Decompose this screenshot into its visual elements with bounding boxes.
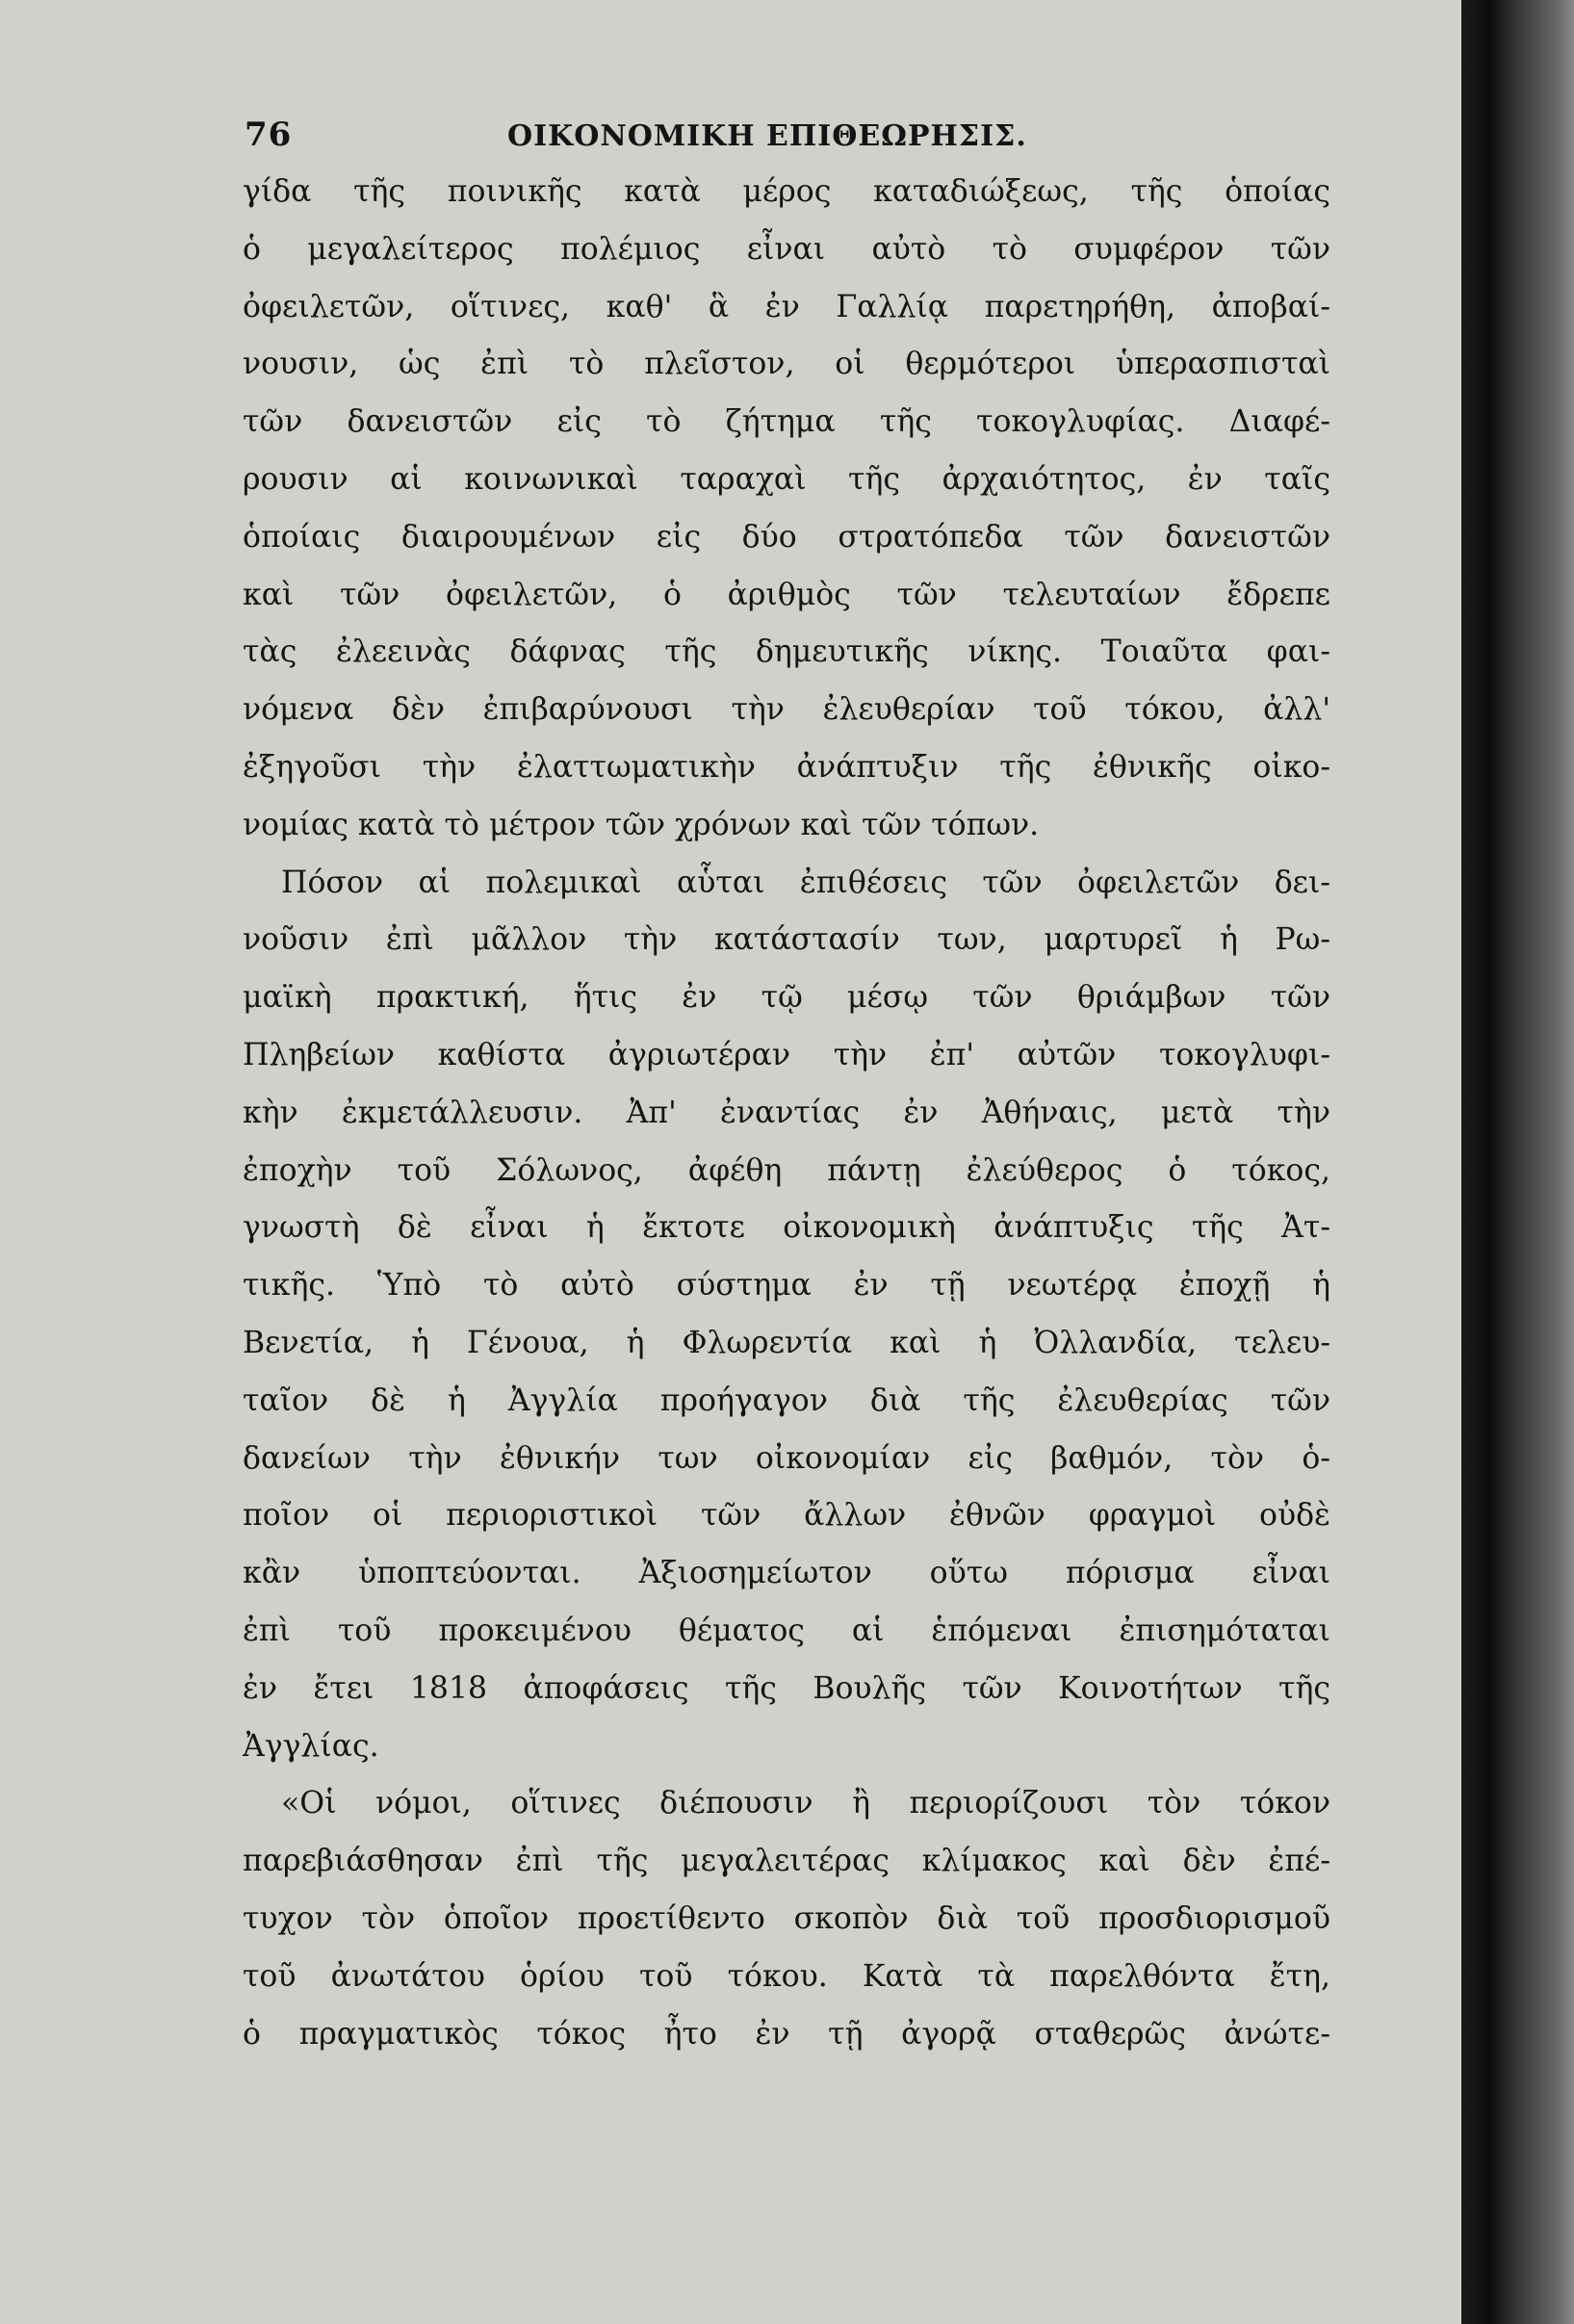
- book-spine-edge: [1461, 0, 1574, 2324]
- journal-title: ΟΙΚΟΝΟΜΙΚΗ ΕΠΙΘΕΩΡΗΣΙΣ.: [507, 119, 1027, 153]
- text-line: Πόσον αἱ πολεμικαὶ αὗται ἐπιθέσεις τῶν ὀφειλετῶν δει-: [281, 865, 1330, 900]
- text-line: γίδα τῆς ποινικῆς κατὰ μέρος καταδιώξεως, τῆς ὁποίας: [243, 174, 1330, 209]
- text-line: νοῦσιν ἐπὶ μᾶλλον τὴν κατάστασίν των, μαρτυρεῖ ἡ Ρω-: [243, 922, 1330, 958]
- text-line: ἐποχὴν τοῦ Σόλωνος, ἀφέθη πάντῃ ἐλεύθερος ὁ τόκος,: [243, 1152, 1330, 1188]
- paragraph-2: [243, 855, 1330, 1776]
- text-line: ἐξηγοῦσι τὴν ἐλαττωματικὴν ἀνάπτυξιν τῆς ἐθνικῆς οἰκο-: [243, 749, 1330, 785]
- text-line: ἐν ἔτει 1818 ἀποφάσεις τῆς Βουλῆς τῶν Κοινοτήτων τῆς: [243, 1670, 1330, 1706]
- text-line: ἐπὶ τοῦ προκειμένου θέματος αἱ ἑπόμεναι ἐπισημόταται: [243, 1613, 1330, 1648]
- text-line: Ἀγγλίας.: [243, 1728, 379, 1764]
- paragraph-3-quote: [243, 1775, 1330, 2063]
- text-line: τὰς ἐλεεινὰς δάφνας τῆς δημευτικῆς νίκης. Τοιαῦτα φαι-: [243, 634, 1330, 670]
- running-head: [243, 106, 1330, 164]
- text-line: ὁποίαις διαιρουμένων εἰς δύο στρατόπεδα τῶν δανειστῶν: [243, 519, 1330, 555]
- text-line: τικῆς. Ὑπὸ τὸ αὐτὸ σύστημα ἐν τῇ νεωτέρᾳ ἐποχῇ ἡ: [243, 1268, 1330, 1304]
- paragraph-1: [243, 164, 1330, 855]
- text-line: ὁ πραγματικὸς τόκος ἦτο ἐν τῇ ἀγορᾷ σταθερῶς ἀνώτε-: [243, 2016, 1330, 2052]
- text-line: τυχον τὸν ὁποῖον προετίθεντο σκοπὸν διὰ τοῦ προσδιορισμοῦ: [243, 1900, 1330, 1936]
- text-line: κὴν ἐκμετάλλευσιν. Ἀπ' ἐναντίας ἐν Ἀθήναις, μετὰ τὴν: [243, 1095, 1330, 1130]
- text-line: μαϊκὴ πρακτική, ἥτις ἐν τῷ μέσῳ τῶν θριάμβων τῶν: [243, 980, 1330, 1016]
- page-number: 76: [245, 116, 293, 154]
- text-line: τῶν δανειστῶν εἰς τὸ ζήτημα τῆς τοκογλυφίας. Διαφέ-: [243, 404, 1330, 440]
- text-line: ποῖον οἱ περιοριστικοὶ τῶν ἄλλων ἐθνῶν φραγμοὶ οὐδὲ: [243, 1498, 1330, 1534]
- text-line: νόμενα δὲν ἐπιβαρύνουσι τὴν ἐλευθερίαν τοῦ τόκου, ἀλλ': [243, 692, 1330, 728]
- text-line: παρεβιάσθησαν ἐπὶ τῆς μεγαλειτέρας κλίμακος καὶ δὲν ἐπέ-: [243, 1844, 1330, 1879]
- text-line: ὀφειλετῶν, οἵτινες, καθ' ἃ ἐν Γαλλίᾳ παρετηρήθη, ἀποβαί-: [243, 289, 1330, 324]
- text-line: γνωστὴ δὲ εἶναι ἡ ἔκτοτε οἰκονομικὴ ἀνάπτυξις τῆς Ἀτ-: [243, 1210, 1330, 1246]
- text-line: δανείων τὴν ἐθνικήν των οἰκονομίαν εἰς βαθμόν, τὸν ὁ-: [243, 1440, 1330, 1476]
- text-line: κἂν ὑποπτεύονται. Ἀξιοσημείωτον οὕτω πόρισμα εἶναι: [243, 1556, 1330, 1591]
- text-line: καὶ τῶν ὀφειλετῶν, ὁ ἀριθμὸς τῶν τελευταίων ἔδρεπε: [243, 577, 1330, 612]
- text-line: νουσιν, ὡς ἐπὶ τὸ πλεῖστον, οἱ θερμότεροι ὑπερασπισταὶ: [243, 347, 1330, 382]
- text-line: «Οἱ νόμοι, οἵτινες διέπουσιν ἢ περιορίζουσι τὸν τόκον: [281, 1786, 1330, 1821]
- text-block: [243, 106, 1330, 2063]
- text-line: νομίας κατὰ τὸ μέτρον τῶν χρόνων καὶ τῶν τόπων.: [243, 807, 1040, 842]
- text-line: Πληβείων καθίστα ἀγριωτέραν τὴν ἐπ' αὐτῶν τοκογλυφι-: [243, 1037, 1330, 1072]
- text-line: Βενετία, ἡ Γένουα, ἡ Φλωρεντία καὶ ἡ Ὀλλανδία, τελευ-: [243, 1325, 1330, 1360]
- text-line: ταῖον δὲ ἡ Ἀγγλία προήγαγον διὰ τῆς ἐλευθερίας τῶν: [243, 1382, 1330, 1418]
- text-line: τοῦ ἀνωτάτου ὁρίου τοῦ τόκου. Κατὰ τὰ παρελθόντα ἔτη,: [243, 1958, 1330, 1994]
- text-line: ὁ μεγαλείτερος πολέμιος εἶναι αὐτὸ τὸ συμφέρον τῶν: [243, 231, 1330, 267]
- text-line: ρουσιν αἱ κοινωνικαὶ ταραχαὶ τῆς ἀρχαιότητος, ἐν ταῖς: [243, 461, 1330, 497]
